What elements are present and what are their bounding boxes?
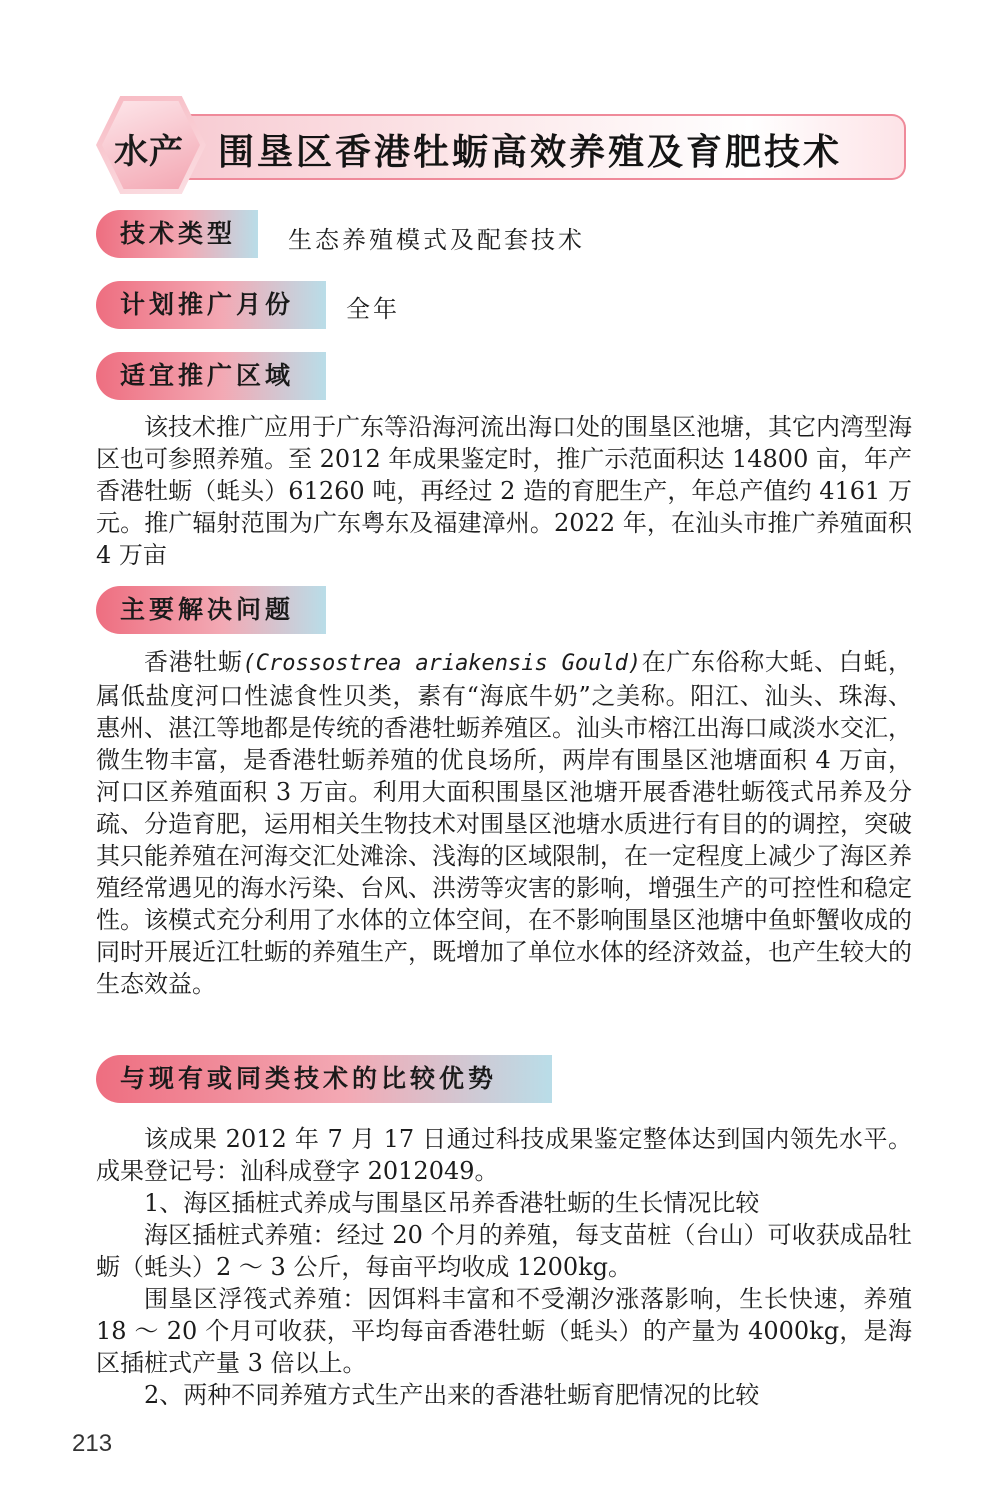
promo-month-tag: 计划推广月份 <box>96 281 326 329</box>
page-number: 213 <box>72 1430 113 1457</box>
promo-month-value: 全年 <box>346 295 400 323</box>
advantage-paragraphs <box>96 1123 912 1411</box>
species-latin-name: (Crossostrea ariakensis Gould) <box>242 651 642 676</box>
tech-type-value: 生态养殖模式及配套技术 <box>288 226 585 254</box>
advantage-p4: 围垦区浮筏式养殖：因饵料丰富和不受潮汐涨落影响，生长快速，养殖 18 ～ 20 个月可收获，平均每亩香港牡蛎（蚝头）的产量为 4000kg，是海区插桩式产量 3 倍以上。 <box>96 1285 912 1377</box>
advantage-p3: 海区插桩式养殖：经过 20 个月的养殖，每支苗桩（台山）可收获成品牡蛎（蚝头）2 ～ 3 公斤，每亩平均收成 1200kg。 <box>96 1221 912 1281</box>
region-tag: 适宜推广区域 <box>96 352 326 400</box>
page-title: 围垦区香港牡蛎高效养殖及育肥技术 <box>218 132 843 173</box>
title-banner <box>96 96 912 194</box>
advantage-tag: 与现有或同类技术的比较优势 <box>96 1055 552 1103</box>
problem-text <box>96 646 912 1000</box>
problem-paragraph <box>96 646 912 1000</box>
category-label: 水产 <box>114 132 184 172</box>
region-text: 该技术推广应用于广东等沿海河流出海口处的围垦区池塘，其它内湾型海区也可参照养殖。至 2012 年成果鉴定时，推广示范面积达 14800 亩，年产香港牡蛎（蚝头）61260 吨，再经过 2 造的育肥生产，年总产值约 4161 万元。推广辐射范围为广东粤东及福建漳州。2022 年，在汕头市推广养殖面积 4 万亩 <box>96 413 912 569</box>
problem-tag: 主要解决问题 <box>96 586 326 634</box>
problem-text-before: 香港牡蛎 <box>144 648 243 676</box>
advantage-p1: 该成果 2012 年 7 月 17 日通过科技成果鉴定整体达到国内领先水平。成果登记号：汕科成登字 2012049。 <box>96 1125 912 1185</box>
region-paragraph <box>96 411 912 571</box>
tech-type-tag: 技术类型 <box>96 210 258 258</box>
advantage-p2: 1、海区插桩式养成与围垦区吊养香港牡蛎的生长情况比较 <box>144 1189 760 1217</box>
advantage-p5: 2、两种不同养殖方式生产出来的香港牡蛎育肥情况的比较 <box>144 1381 760 1409</box>
problem-text-after: 在广东俗称大蚝、白蚝，属低盐度河口性滤食性贝类，素有“海底牛奶”之美称。阳江、汕头、珠海、惠州、湛江等地都是传统的香港牡蛎养殖区。汕头市榕江出海口咸淡水交汇，微生物丰富，是香港牡蛎养殖的优良场所，两岸有围垦区池塘面积 4 万亩，河口区养殖面积 3 万亩。利用大面积围垦区池塘开展香港牡蛎筏式吊养及分疏、分造育肥，运用相关生物技术对围垦区池塘水质进行有目的的调控，突破其只能养殖在河海交汇处滩涂、浅海的区域限制，在一定程度上减少了海区养殖经常遇见的海水污染、台风、洪涝等灾害的影响，增强生产的可控性和稳定性。该模式充分利用了水体的立体空间，在不影响围垦区池塘中鱼虾蟹收成的同时开展近江牡蛎的养殖生产，既增加了单位水体的经济效益，也产生较大的生态效益。 <box>96 648 913 998</box>
